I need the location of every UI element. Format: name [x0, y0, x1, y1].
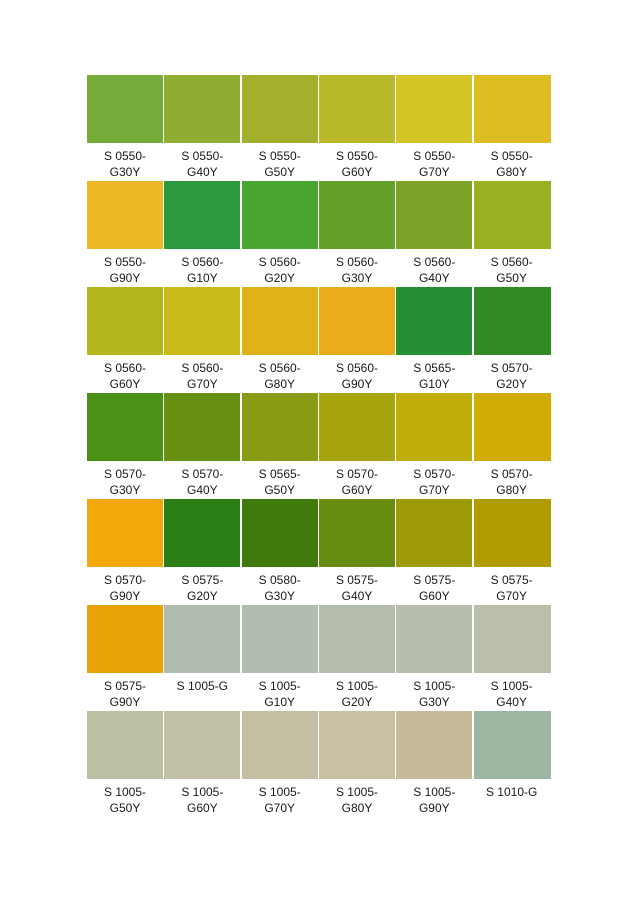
swatch-cell — [164, 181, 241, 287]
swatch-cell — [319, 287, 396, 393]
color-swatch — [87, 499, 163, 567]
swatch-row — [87, 605, 551, 711]
swatch-cell — [87, 75, 164, 181]
swatch-label: S 0560- G20Y — [258, 255, 301, 285]
swatch-label: S 0560- G40Y — [413, 255, 456, 285]
color-swatch — [242, 605, 318, 673]
swatch-label: S 0560- G70Y — [181, 361, 224, 391]
color-swatch — [242, 287, 318, 355]
color-swatch — [242, 181, 318, 249]
color-swatch — [242, 499, 318, 567]
color-swatch — [319, 499, 395, 567]
swatch-label: S 0570- G20Y — [490, 361, 533, 391]
color-swatch — [474, 181, 551, 249]
swatch-cell — [396, 75, 473, 181]
swatch-label: S 0570- G70Y — [413, 467, 456, 497]
swatch-label: S 0550- G80Y — [490, 149, 533, 179]
color-swatch — [474, 393, 551, 461]
color-swatch — [474, 605, 551, 673]
swatch-cell — [87, 181, 164, 287]
swatch-cell — [319, 75, 396, 181]
swatch-row — [87, 499, 551, 605]
color-swatch — [164, 499, 240, 567]
swatch-cell — [474, 287, 551, 393]
swatch-label: S 0570- G40Y — [181, 467, 224, 497]
color-swatch — [474, 287, 551, 355]
swatch-row — [87, 287, 551, 393]
swatch-row — [87, 75, 551, 181]
swatch-label: S 1005- G10Y — [258, 679, 301, 709]
swatch-label: S 0560- G30Y — [335, 255, 378, 285]
color-swatch — [87, 711, 163, 779]
color-swatch — [396, 605, 472, 673]
swatch-cell — [474, 499, 551, 605]
swatch-cell — [164, 75, 241, 181]
color-swatch — [164, 605, 240, 673]
swatch-cell — [87, 711, 164, 817]
swatch-cell — [164, 605, 241, 711]
swatch-label: S 0580- G30Y — [258, 573, 301, 603]
color-swatch — [242, 711, 318, 779]
swatch-label: S 0575- G90Y — [103, 679, 147, 709]
swatch-cell — [474, 393, 551, 499]
swatch-label: S 1005- G70Y — [258, 785, 301, 815]
swatch-cell — [242, 605, 319, 711]
swatch-row — [87, 181, 551, 287]
color-swatch — [319, 393, 395, 461]
swatch-cell — [242, 393, 319, 499]
color-swatch — [319, 287, 395, 355]
swatch-label: S 0570- G80Y — [490, 467, 533, 497]
swatch-row — [87, 393, 551, 499]
swatch-cell — [396, 605, 473, 711]
color-swatch — [319, 181, 395, 249]
swatch-cell — [87, 499, 164, 605]
swatch-label: S 0575- G70Y — [490, 573, 533, 603]
swatch-cell — [396, 287, 473, 393]
color-swatch — [87, 393, 163, 461]
color-swatch — [164, 181, 240, 249]
swatch-label: S 1005- G90Y — [413, 785, 456, 815]
swatch-label: S 0550- G30Y — [103, 149, 147, 179]
swatch-label: S 0550- G50Y — [258, 149, 301, 179]
color-swatch — [396, 181, 472, 249]
color-swatch — [164, 287, 240, 355]
swatch-cell — [474, 605, 551, 711]
color-swatch — [242, 393, 318, 461]
swatch-label: S 0560- G90Y — [335, 361, 378, 391]
color-swatch — [87, 605, 163, 673]
color-swatch — [242, 75, 318, 143]
swatch-label: S 0565- G10Y — [413, 361, 456, 391]
color-swatch — [396, 711, 472, 779]
color-swatch — [87, 181, 163, 249]
swatch-label: S 0550- G90Y — [103, 255, 147, 285]
swatch-cell — [319, 605, 396, 711]
swatch-label: S 0575- G40Y — [335, 573, 378, 603]
color-swatch — [164, 711, 240, 779]
color-swatch — [164, 393, 240, 461]
color-swatch — [319, 75, 395, 143]
color-swatch — [164, 75, 240, 143]
swatch-cell — [164, 499, 241, 605]
swatch-cell — [164, 393, 241, 499]
swatch-label: S 0575- G20Y — [181, 573, 224, 603]
swatch-cell — [242, 287, 319, 393]
swatch-cell — [319, 393, 396, 499]
swatch-cell — [87, 605, 164, 711]
swatch-label: S 1005- G40Y — [490, 679, 533, 709]
color-swatch — [396, 499, 472, 567]
swatch-cell — [87, 393, 164, 499]
swatch-cell — [319, 711, 396, 817]
swatch-label: S 0560- G10Y — [181, 255, 224, 285]
color-swatch — [319, 711, 395, 779]
swatch-label: S 1005- G50Y — [103, 785, 147, 815]
color-swatch — [474, 711, 551, 779]
swatch-label: S 0550- G40Y — [181, 149, 224, 179]
swatch-cell — [164, 711, 241, 817]
swatch-label: S 0575- G60Y — [413, 573, 456, 603]
swatch-label: S 1005-G — [176, 679, 229, 693]
swatch-label: S 1005- G80Y — [335, 785, 378, 815]
swatch-label: S 0570- G60Y — [335, 467, 378, 497]
swatch-label: S 0570- G90Y — [103, 573, 147, 603]
swatch-cell — [242, 181, 319, 287]
color-swatch — [319, 605, 395, 673]
swatch-cell — [242, 75, 319, 181]
swatch-label: S 1005- G30Y — [413, 679, 456, 709]
swatch-cell — [396, 393, 473, 499]
swatch-label: S 0570- G30Y — [103, 467, 147, 497]
color-swatch — [396, 393, 472, 461]
swatch-cell — [396, 711, 473, 817]
swatch-cell — [164, 287, 241, 393]
swatch-label: S 0550- G70Y — [413, 149, 456, 179]
swatch-cell — [87, 287, 164, 393]
swatch-grid — [87, 75, 551, 817]
swatch-cell — [396, 181, 473, 287]
swatch-label: S 1005- G60Y — [181, 785, 224, 815]
swatch-cell — [319, 499, 396, 605]
color-swatch — [396, 287, 472, 355]
swatch-label: S 0550- G60Y — [335, 149, 378, 179]
swatch-cell — [474, 181, 551, 287]
swatch-row — [87, 711, 551, 817]
swatch-label: S 0560- G60Y — [103, 361, 147, 391]
swatch-label: S 0560- G80Y — [258, 361, 301, 391]
swatch-cell — [396, 499, 473, 605]
color-swatch — [474, 499, 551, 567]
swatch-cell — [319, 181, 396, 287]
color-swatch — [396, 75, 472, 143]
swatch-cell — [242, 499, 319, 605]
swatch-label: S 1010-G — [485, 785, 538, 799]
swatch-cell — [242, 711, 319, 817]
color-swatch — [474, 75, 551, 143]
swatch-label: S 1005- G20Y — [335, 679, 378, 709]
swatch-cell — [474, 75, 551, 181]
color-swatch — [87, 75, 163, 143]
color-swatch — [87, 287, 163, 355]
swatch-cell — [474, 711, 551, 817]
swatch-label: S 0560- G50Y — [490, 255, 533, 285]
swatch-label: S 0565- G50Y — [258, 467, 301, 497]
